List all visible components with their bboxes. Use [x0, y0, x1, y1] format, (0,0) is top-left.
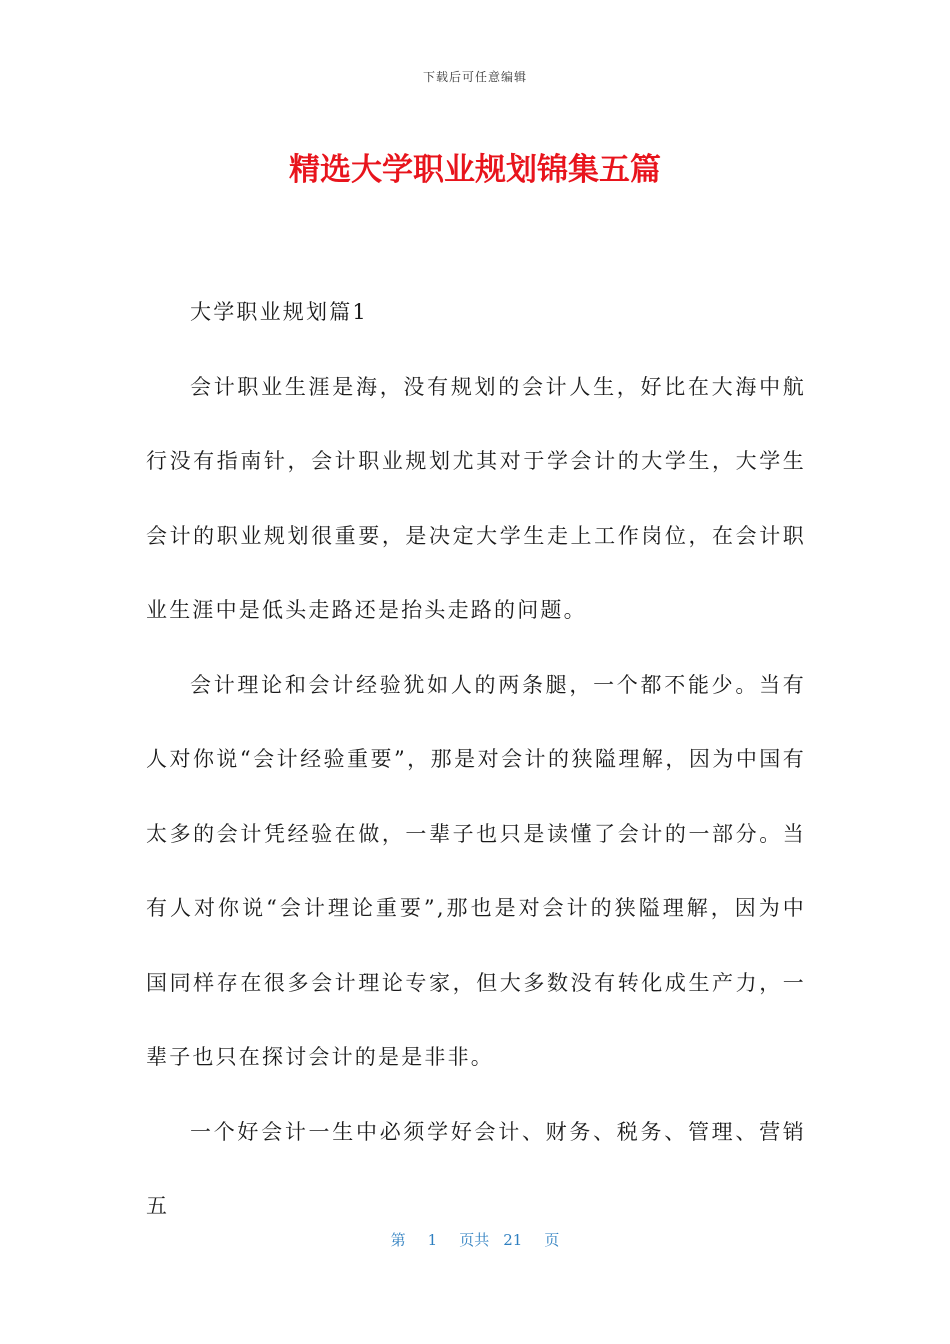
section-heading: 大学职业规划篇1 [190, 300, 368, 324]
total-pages-number: 21 [503, 1231, 523, 1249]
paragraph-3: 一个好会计一生中必须学好会计、财务、税务、管理、营销五 [146, 1119, 806, 1218]
document-title: 精选大学职业规划锦集五篇 [289, 152, 661, 188]
paragraph-2: 会计理论和会计经验犹如人的两条腿，一个都不能少。当有人对你说“会计经验重要”，那是对会计的狭隘理解，因为中国有太多的会计凭经验在做，一辈子也只是读懂了会计的一部分。当有人对你说“会计理论重要”,那也是对会计的狭隘理解，因为中国同样存在很多会计理论专家，但大多数没有转化成生产力，一辈子也只在探讨会计的是是非非。 [146, 672, 806, 1069]
footer-prefix: 第 [390, 1231, 406, 1249]
page-footer [0, 1229, 950, 1250]
header-note: 下载后可任意编辑 [422, 70, 527, 84]
paragraph-1: 会计职业生涯是海，没有规划的会计人生，好比在大海中航行没有指南针，会计职业规划尤其对于学会计的大学生，大学生会计的职业规划很重要，是决定大学生走上工作岗位，在会计职业生涯中是低头走路还是抬头走路的问题。 [146, 374, 806, 622]
current-page-number: 1 [427, 1231, 438, 1249]
footer-mid: 页共 [459, 1231, 490, 1249]
document-body [146, 275, 806, 1244]
footer-suffix: 页 [544, 1231, 560, 1249]
